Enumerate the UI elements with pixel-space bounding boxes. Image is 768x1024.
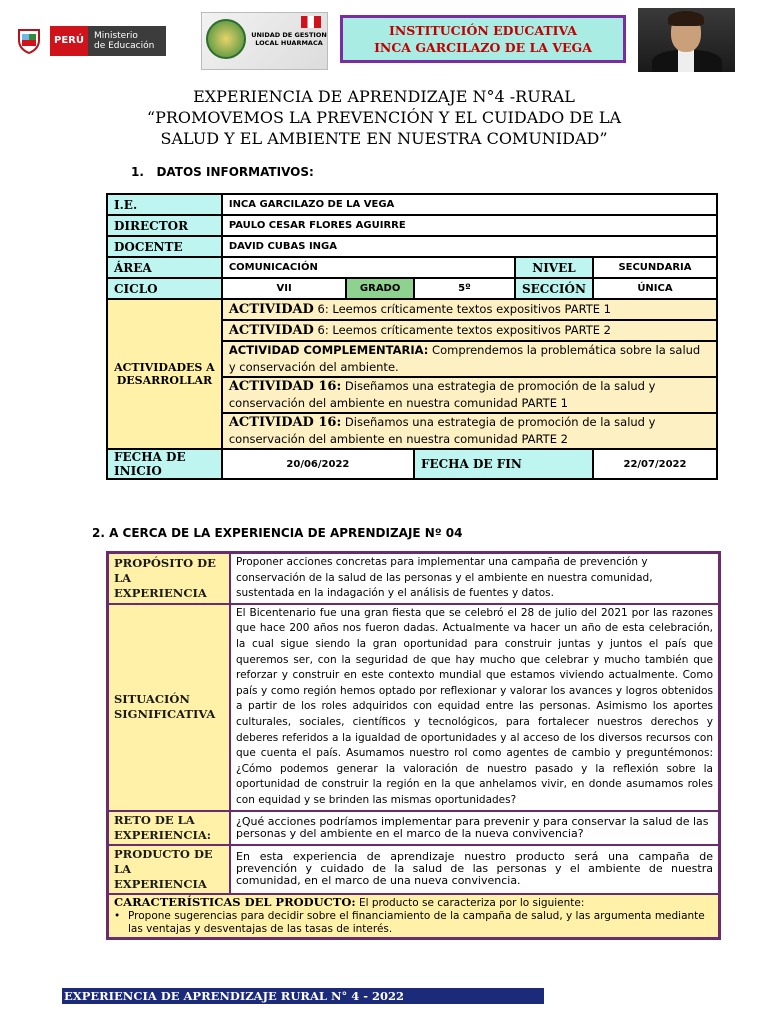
activity-3-text: Comprendemos la problemática sobre la salud y conservación del ambiente. xyxy=(228,343,701,374)
table-row xyxy=(108,604,720,811)
situacion-value: El Bicentenario fue una gran fiesta que se celebró el 28 de julio del 2021 por las razones que hace 200 años nos fueron dadas. Actualmente va hacer un año de esta celebración, la cual sigue siendo la gran oportunidad para construir juntas y juntos el país que queremos ser, con la seguridad de que hay mucho que celebrar y mucho también que reforzar y construir en este contexto mundial que estamos viviendo actualmente. Como país y como región hemos optado por reflexionar y valorar los avances y logros obtenidos a partir de los roles adquiridos con equidad entre las personas. Asimismo los aportes culturales, sociales, científicos y tecnológicos, para fortalecer nuestros derechos y deberes referidos a la igualdad de oportunidades y al acceso de los diversos recursos con que cuenta el país. Asumamos nuestro rol como agentes de cambio y preguntémonos: ¿Cómo podemos generar la valoración de nuestro pasado y la reflexión sobre la oportunidad de construir la región en la que anhelamos vivir, en donde asumamos roles con equidad y se brinden las mismas oportunidades? xyxy=(230,604,720,811)
ugel-logo xyxy=(201,12,328,70)
footer-banner: EXPERIENCIA DE APRENDIZAJE RURAL N° 4 - 2022 xyxy=(62,988,544,1004)
portrait-collar xyxy=(678,50,694,72)
director-label: DIRECTOR xyxy=(107,215,222,236)
ugel-text: UNIDAD DE GESTION LOCAL HUARMACA xyxy=(251,31,327,47)
grado-value: 5º xyxy=(414,278,515,299)
activity-5-title: ACTIVIDAD 16: xyxy=(228,415,342,430)
situacion-label: SITUACIÓN SIGNIFICATIVA xyxy=(108,604,231,811)
seccion-value: ÚNICA xyxy=(593,278,717,299)
portrait-hair xyxy=(668,11,704,26)
fecha-fin-label: FECHA DE FIN xyxy=(414,449,593,479)
area-value: COMUNICACIÓN xyxy=(222,257,515,278)
table-row xyxy=(107,299,717,320)
activity-5-text: Diseñamos una estrategia de promoción de la salud y conservación del ambiente en nuestra comunidad PARTE 2 xyxy=(228,415,656,446)
proposito-value: Proponer acciones concretas para implementar una campaña de prevención y conservación de la salud de las personas y el ambiente en nuestra comunidad, sustentada en la indagación y el análisis de fuentes y datos. xyxy=(230,553,720,604)
activity-1-text: Leemos críticamente textos expositivos PARTE 1 xyxy=(328,302,611,316)
activity-3-title: ACTIVIDAD COMPLEMENTARIA: xyxy=(228,343,429,357)
fecha-inicio-value: 20/06/2022 xyxy=(222,449,414,479)
activity-5 xyxy=(222,413,717,449)
activity-4-text: Diseñamos una estrategia de promoción de la salud y conservación del ambiente en nuestra comunidad PARTE 1 xyxy=(228,379,656,410)
docente-label: DOCENTE xyxy=(107,236,222,257)
section-1-number: 1. xyxy=(131,165,144,179)
producto-label: PRODUCTO DE LA EXPERIENCIA xyxy=(108,845,231,894)
garcilaso-portrait xyxy=(638,8,735,72)
ciclo-label: CICLO xyxy=(107,278,222,299)
ministry-logo xyxy=(14,24,180,58)
table-row xyxy=(107,449,717,479)
proposito-label: PROPÓSITO DE LA EXPERIENCIA xyxy=(108,553,231,604)
institution-line-2: INCA GARCILAZO DE LA VEGA xyxy=(374,40,592,55)
caracteristicas-list-item xyxy=(114,910,713,936)
title-line-3: SALUD Y EL AMBIENTE EN NUESTRA COMUNIDAD” xyxy=(160,129,608,148)
table-row xyxy=(108,553,720,604)
table-row xyxy=(108,845,720,894)
table-row xyxy=(108,811,720,845)
activity-2-title: ACTIVIDAD xyxy=(228,323,314,338)
bullet-icon: • xyxy=(114,909,121,922)
table-row xyxy=(107,257,717,278)
title-line-1: EXPERIENCIA DE APRENDIZAJE N°4 -RURAL xyxy=(193,87,575,106)
producto-value: En esta experiencia de aprendizaje nuestro producto será una campaña de prevención y cuidado de la salud de las personas y el ambiente de nuestra comunidad, en el marco de una nueva convivencia. xyxy=(230,845,720,894)
caracteristicas-header xyxy=(114,896,713,910)
peru-shield-icon xyxy=(14,25,44,57)
activity-2 xyxy=(222,320,717,341)
activity-4 xyxy=(222,377,717,413)
institution-line-1: INSTITUCIÓN EDUCATIVA xyxy=(389,23,577,38)
table-row xyxy=(107,236,717,257)
caracteristicas-item-text: Propone sugerencias para decidir sobre el financiamiento de la campaña de salud, y las argumenta mediante las ventajas y desventajas de las tasas de interés. xyxy=(128,909,705,935)
peru-label: PERÚ xyxy=(50,26,88,56)
institution-banner xyxy=(340,15,626,63)
reto-label: RETO DE LA EXPERIENCIA: xyxy=(108,811,231,845)
caracteristicas-label: CARACTERÍSTICAS DEL PRODUCTO: xyxy=(114,894,356,909)
section-1-title: DATOS INFORMATIVOS: xyxy=(156,165,314,179)
nivel-value: SECUNDARIA xyxy=(593,257,717,278)
ministry-name xyxy=(88,26,166,56)
fecha-inicio-label: FECHA DE INICIO xyxy=(107,449,222,479)
caracteristicas-intro: El producto se caracteriza por lo siguiente: xyxy=(355,896,585,909)
grado-label: GRADO xyxy=(346,278,414,299)
director-value: PAULO CESAR FLORES AGUIRRE xyxy=(222,215,717,236)
ugel-emblem-icon xyxy=(206,19,246,59)
fecha-fin-value: 22/07/2022 xyxy=(593,449,717,479)
experiencia-table xyxy=(106,551,721,940)
activity-1-num: 6: xyxy=(313,302,329,316)
title-line-2: “PROMOVEMOS LA PREVENCIÓN Y EL CUIDADO DE LA xyxy=(146,108,622,127)
table-row xyxy=(108,894,720,939)
activity-1-title: ACTIVIDAD xyxy=(228,302,314,317)
peru-flag-icon xyxy=(301,16,321,28)
nivel-label: NIVEL xyxy=(515,257,593,278)
datos-informativos-table xyxy=(106,193,718,480)
table-row xyxy=(107,215,717,236)
ciclo-value: VII xyxy=(222,278,346,299)
section-1-heading xyxy=(131,165,314,179)
table-row xyxy=(107,194,717,215)
area-label: ÁREA xyxy=(107,257,222,278)
ministry-line-1: Ministerio xyxy=(93,31,138,41)
section-2-heading: 2. A CERCA DE LA EXPERIENCIA DE APRENDIZAJE Nº 04 xyxy=(92,526,463,540)
activity-3 xyxy=(222,341,717,377)
caracteristicas-cell xyxy=(108,894,720,939)
ie-label: I.E. xyxy=(107,194,222,215)
activity-2-text: Leemos críticamente textos expositivos PARTE 2 xyxy=(328,323,611,337)
document-title xyxy=(0,86,768,149)
table-row xyxy=(107,278,717,299)
actividades-label: ACTIVIDADES A DESARROLLAR xyxy=(107,299,222,449)
activity-2-num: 6: xyxy=(313,323,329,337)
ie-value: INCA GARCILAZO DE LA VEGA xyxy=(222,194,717,215)
seccion-label: SECCIÓN xyxy=(515,278,593,299)
docente-value: DAVID CUBAS INGA xyxy=(222,236,717,257)
activity-1 xyxy=(222,299,717,320)
reto-value: ¿Qué acciones podríamos implementar para prevenir y para conservar la salud de las personas y del ambiente en el marco de la nueva convivencia? xyxy=(230,811,720,845)
ministry-line-2: de Educación xyxy=(93,41,155,51)
activity-4-title: ACTIVIDAD 16: xyxy=(228,379,342,394)
